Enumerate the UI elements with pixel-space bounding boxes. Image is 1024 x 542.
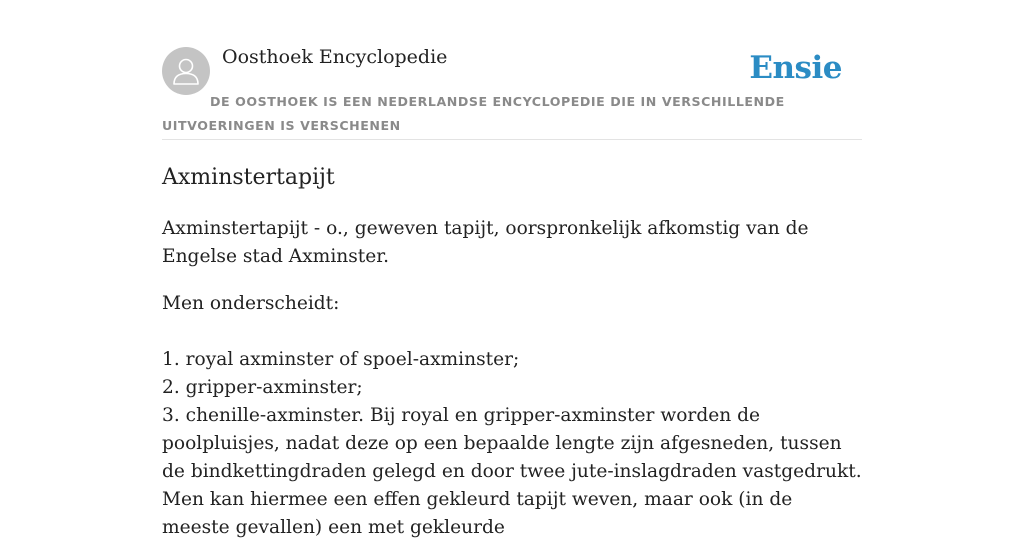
source-tagline: DE OOSTHOEK IS EEN NEDERLANDSE ENCYCLOPEDIE DIE IN VERSCHILLENDE UITVOERINGEN IS VERSCHENEN (162, 94, 785, 133)
list-item: 2. gripper-axminster; (162, 377, 363, 398)
source-header (162, 44, 862, 140)
article-content (162, 160, 862, 542)
user-avatar-icon[interactable] (162, 47, 210, 95)
list-item: 1. royal axminster of spoel-axminster; (162, 349, 520, 370)
article-body (162, 215, 862, 542)
list-item: 3. chenille-axminster. Bij royal en gripper-axminster worden de poolpluisjes, nadat deze op een bepaalde lengte zijn afgesneden, tussen de bindkettingdraden gelegd en door twee jute-inslagdraden vastgedrukt. Men kan hiermee een effen gekleurd tapijt weven, maar ook (in de meeste gevallen) een met gekleurde (162, 405, 862, 538)
ensie-logo-link[interactable]: Ensie (749, 50, 842, 86)
paragraph-spacer (162, 318, 862, 346)
source-title-link[interactable]: Oosthoek Encyclopedie (222, 46, 448, 68)
article-intro: Axminstertapijt - o., geweven tapijt, oorspronkelijk afkomstig van de Engelse stad Axminster. (162, 218, 809, 267)
article-lead: Men onderscheidt: (162, 293, 340, 314)
article-title: Axminstertapijt (162, 165, 335, 190)
user-silhouette-icon (162, 47, 210, 95)
